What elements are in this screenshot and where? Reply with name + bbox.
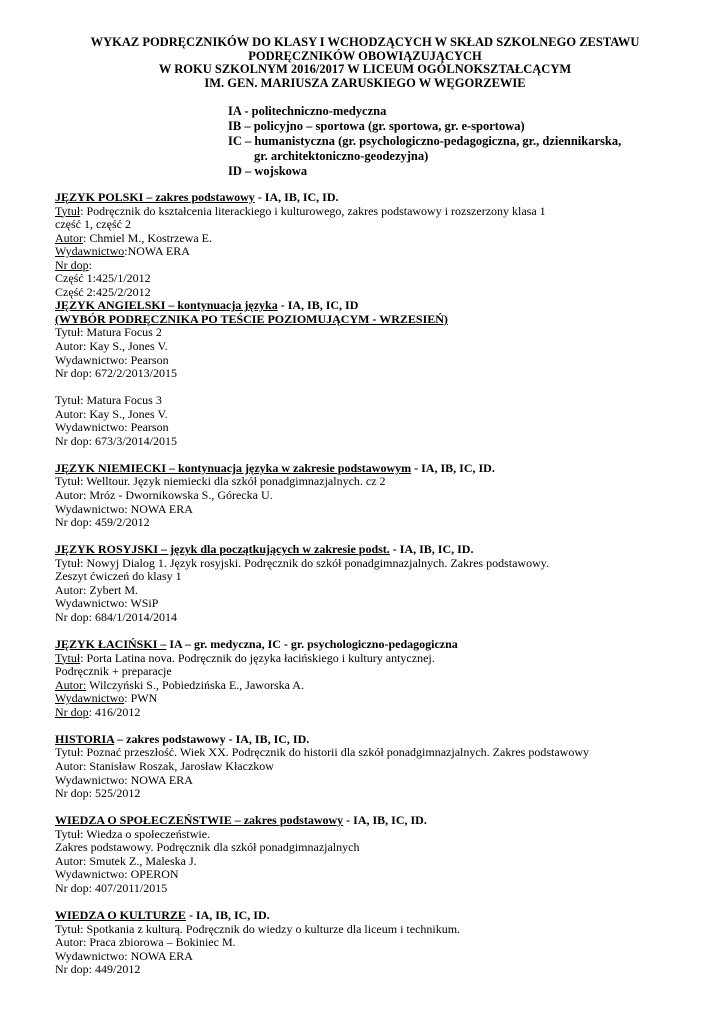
spacer (55, 381, 695, 395)
angielski-book2-author: Autor: Kay S., Jones V. (55, 406, 168, 421)
historia-heading: HISTORIA – zakres podstawowy - IA, IB, IC, ID. (55, 731, 310, 746)
wos-author: Autor: Smutek Z., Maleska J. (55, 853, 197, 868)
wok-author: Autor: Praca zbiorowa – Bokiniec M. (55, 935, 236, 950)
polski-title: Tytuł: Podręcznik do kształcenia literackiego i kulturowego, zakres podstawowy i rozszerzony klasa 1 (55, 203, 546, 218)
wok-approval: Nr dop: 449/2012 (55, 962, 141, 977)
polski-approval-label: Nr dop: (55, 257, 93, 272)
niemiecki-heading: JĘZYK NIEMIECKI – kontynuacja języka w zakresie podstawowym - IA, IB, IC, ID. (55, 460, 495, 475)
spacer (55, 895, 695, 909)
wos-title: Tytuł: Wiedza o społeczeństwie. (55, 826, 211, 841)
polski-publisher: Wydawnictwo:NOWA ERA (55, 244, 190, 259)
class-list (228, 104, 668, 179)
rosyjski-author: Autor: Zybert M. (55, 582, 138, 597)
rosyjski-publisher: Wydawnictwo: WSiP (55, 596, 159, 611)
wos-publisher: Wydawnictwo: OPERON (55, 867, 179, 882)
class-ib: IB – policyjno – sportowa (gr. sportowa, gr. e-sportowa) (228, 119, 525, 133)
wok-title: Tytuł: Spotkania z kulturą. Podręcznik do wiedzy o kulturze dla liceum i technikum. (55, 921, 461, 936)
rosyjski-title: Tytuł: Nowyj Dialog 1. Język rosyjski. Podręcznik do szkół ponadgimnazjalnych. Zakres podstawowy. (55, 555, 549, 570)
angielski-book1-author: Autor: Kay S., Jones V. (55, 339, 168, 354)
lacinski-extra: Podręcznik + preparacje (55, 664, 172, 679)
angielski-book2-approval: Nr dop: 673/3/2014/2015 (55, 433, 177, 448)
wos-title-continued: Zakres podstawowy. Podręcznik dla szkół ponadgimnazjalnych (55, 840, 360, 855)
polski-author: Autor: Chmiel M., Kostrzewa E. (55, 230, 212, 245)
lacinski-approval: Nr dop: 416/2012 (55, 704, 141, 719)
wos-approval: Nr dop: 407/2011/2015 (55, 880, 168, 895)
title-line-3: W ROKU SZKOLNYM 2016/2017 W LICEUM OGÓLNOKSZTAŁCĄCYM (158, 62, 572, 76)
niemiecki-author: Autor: Mróz - Dwornikowska S., Górecka U. (55, 488, 273, 503)
title-line-2: PODRĘCZNIKÓW OBOWIĄZUJĄCYCH (248, 48, 482, 63)
historia-title: Tytuł: Poznać przeszłość. Wiek XX. Podręcznik do historii dla szkół ponadgimnazjalnych. Zakres podstawowy (55, 745, 589, 760)
polski-parts: część 1, część 2 (55, 217, 131, 232)
spacer (55, 530, 695, 544)
angielski-book1-title: Tytuł: Matura Focus 2 (55, 325, 162, 340)
spacer (55, 448, 695, 462)
wok-publisher: Wydawnictwo: NOWA ERA (55, 948, 193, 963)
textbook-list (55, 191, 695, 977)
title-line-4: IM. GEN. MARIUSZA ZARUSKIEGO W WĘGORZEWIE (204, 75, 526, 90)
class-id: ID – wojskowa (228, 164, 308, 178)
spacer (55, 719, 695, 733)
angielski-book2-publisher: Wydawnictwo: Pearson (55, 420, 169, 435)
class-ic: IC – humanistyczna (gr. psychologiczno-pedagogiczna, gr., dziennikarska, (228, 134, 622, 148)
historia-author: Autor: Stanisław Roszak, Jarosław Kłaczkow (55, 758, 274, 773)
title-line-1: WYKAZ PODRĘCZNIKÓW DO KLASY I WCHODZĄCYCH W SKŁAD SZKOLNEGO ZESTAWU (90, 35, 640, 49)
spacer (55, 625, 695, 639)
document-title (60, 36, 670, 90)
lacinski-publisher: Wydawnictwo: PWN (55, 691, 158, 706)
rosyjski-workbook: Zeszyt ćwiczeń do klasy 1 (55, 569, 182, 584)
angielski-book1-publisher: Wydawnictwo: Pearson (55, 352, 169, 367)
wos-heading: WIEDZA O SPOŁECZEŃSTWIE – zakres podstawowy - IA, IB, IC, ID. (55, 813, 427, 828)
lacinski-title: Tytuł: Porta Latina nova. Podręcznik do języka łacińskiego i kultury antycznej. (55, 650, 435, 665)
historia-publisher: Wydawnictwo: NOWA ERA (55, 772, 193, 787)
polski-approval-part-1: Część 1:425/1/2012 (55, 271, 151, 286)
niemiecki-approval: Nr dop: 459/2/2012 (55, 515, 150, 530)
lacinski-author: Autor: Wilczyński S., Pobiedzińska E., Jaworska A. (55, 677, 304, 692)
polski-approval-part-2: Część 2:425/2/2012 (55, 284, 151, 299)
angielski-heading: JĘZYK ANGIELSKI – kontynuacja języka - IA, IB, IC, ID (55, 298, 359, 313)
wok-heading: WIEDZA O KULTURZE - IA, IB, IC, ID. (55, 907, 270, 922)
angielski-book2-title: Tytuł: Matura Focus 3 (55, 393, 162, 408)
niemiecki-publisher: Wydawnictwo: NOWA ERA (55, 501, 193, 516)
class-ia: IA - politechniczno-medyczna (228, 104, 387, 118)
niemiecki-title: Tytuł: Welltour. Język niemiecki dla szkół ponadgimnazjalnych. cz 2 (55, 474, 386, 489)
polski-heading: JĘZYK POLSKI – zakres podstawowy - IA, IB, IC, ID. (55, 190, 339, 204)
rosyjski-heading: JĘZYK ROSYJSKI – język dla początkujących w zakresie podst. - IA, IB, IC, ID. (55, 542, 474, 557)
class-ic-continuation: gr. architektoniczno-geodezyjna) (254, 149, 429, 163)
rosyjski-approval: Nr dop: 684/1/2014/2014 (55, 609, 177, 624)
historia-approval: Nr dop: 525/2012 (55, 786, 141, 801)
angielski-book1-approval: Nr dop: 672/2/2013/2015 (55, 366, 177, 381)
angielski-note: (WYBÓR PODRĘCZNIKA PO TEŚCIE POZIOMUJĄCYM - WRZESIEŃ) (55, 311, 448, 326)
lacinski-heading: JĘZYK ŁACIŃSKI – IA – gr. medyczna, IC - gr. psychologiczno-pedagogiczna (55, 637, 458, 652)
spacer (55, 801, 695, 815)
